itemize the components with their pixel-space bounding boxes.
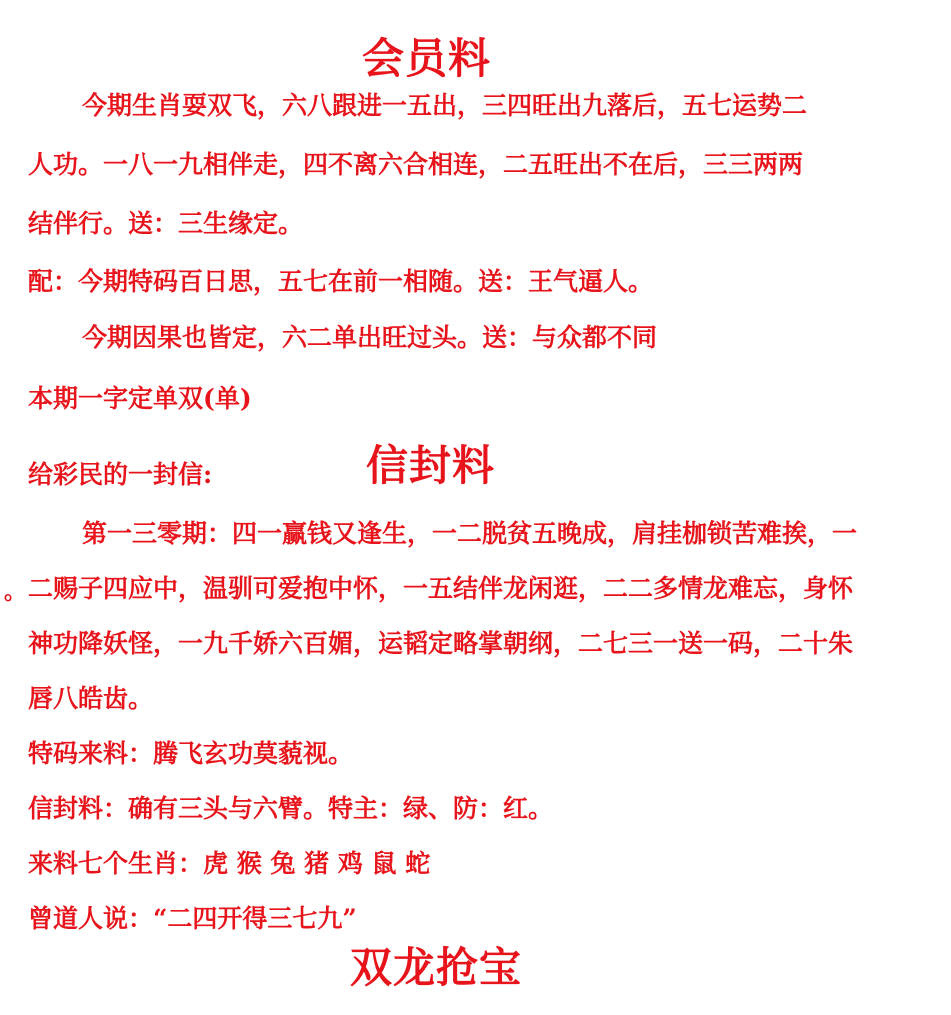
member-line-4: 配：今期特码百日思，五七在前一相随。送：王气逼人。 [28,267,654,296]
letter-line-2: 二赐子四应中，温驯可爱抱中怀，一五结伴龙闲逛，二二多情龙难忘，身怀 [28,574,854,603]
letter-intro: 给彩民的一封信: [28,460,213,489]
letter-line-6: 信封料：确有三头与六臂。特主：绿、防：红。 [28,794,554,823]
member-line-1: 今期生肖耍双飞，六八跟进一五出，三四旺出九落后，五七运势二 [82,91,808,120]
letter-line-5: 特码来料：腾飞玄功莫藐视。 [28,739,354,768]
member-line-5: 今期因果也皆定，六二单出旺过头。送：与众都不同 [82,323,658,352]
zodiac-line: 来料七个生肖：虎 猴 兔 猪 鸡 鼠 蛇 [28,849,431,878]
letter-line-4: 唇八皓齿。 [28,684,154,713]
letter-line-1: 第一三零期：四一赢钱又逢生，一二脱贫五晚成，肩挂枷锁苦难挨，一 [82,519,858,548]
daoren-line: 曾道人说：“二四开得三七九” [28,904,357,933]
heading-dragon: 双龙抢宝 [350,943,523,992]
letter-line-3: 神功降妖怪，一九千娇六百媚，运韬定略掌朝纲，二七三一送一码，二十朱 [28,629,854,658]
member-line-6: 本期一字定单双(单) [28,384,252,413]
member-line-3: 结伴行。送：三生缘定。 [28,209,304,238]
stray-mark: 。 [4,579,27,605]
heading-letter: 信封料 [366,441,496,490]
heading-member: 会员料 [362,34,492,83]
member-line-2: 人功。一八一九相伴走，四不离六合相连，二五旺出不在后，三三两两 [28,150,804,179]
